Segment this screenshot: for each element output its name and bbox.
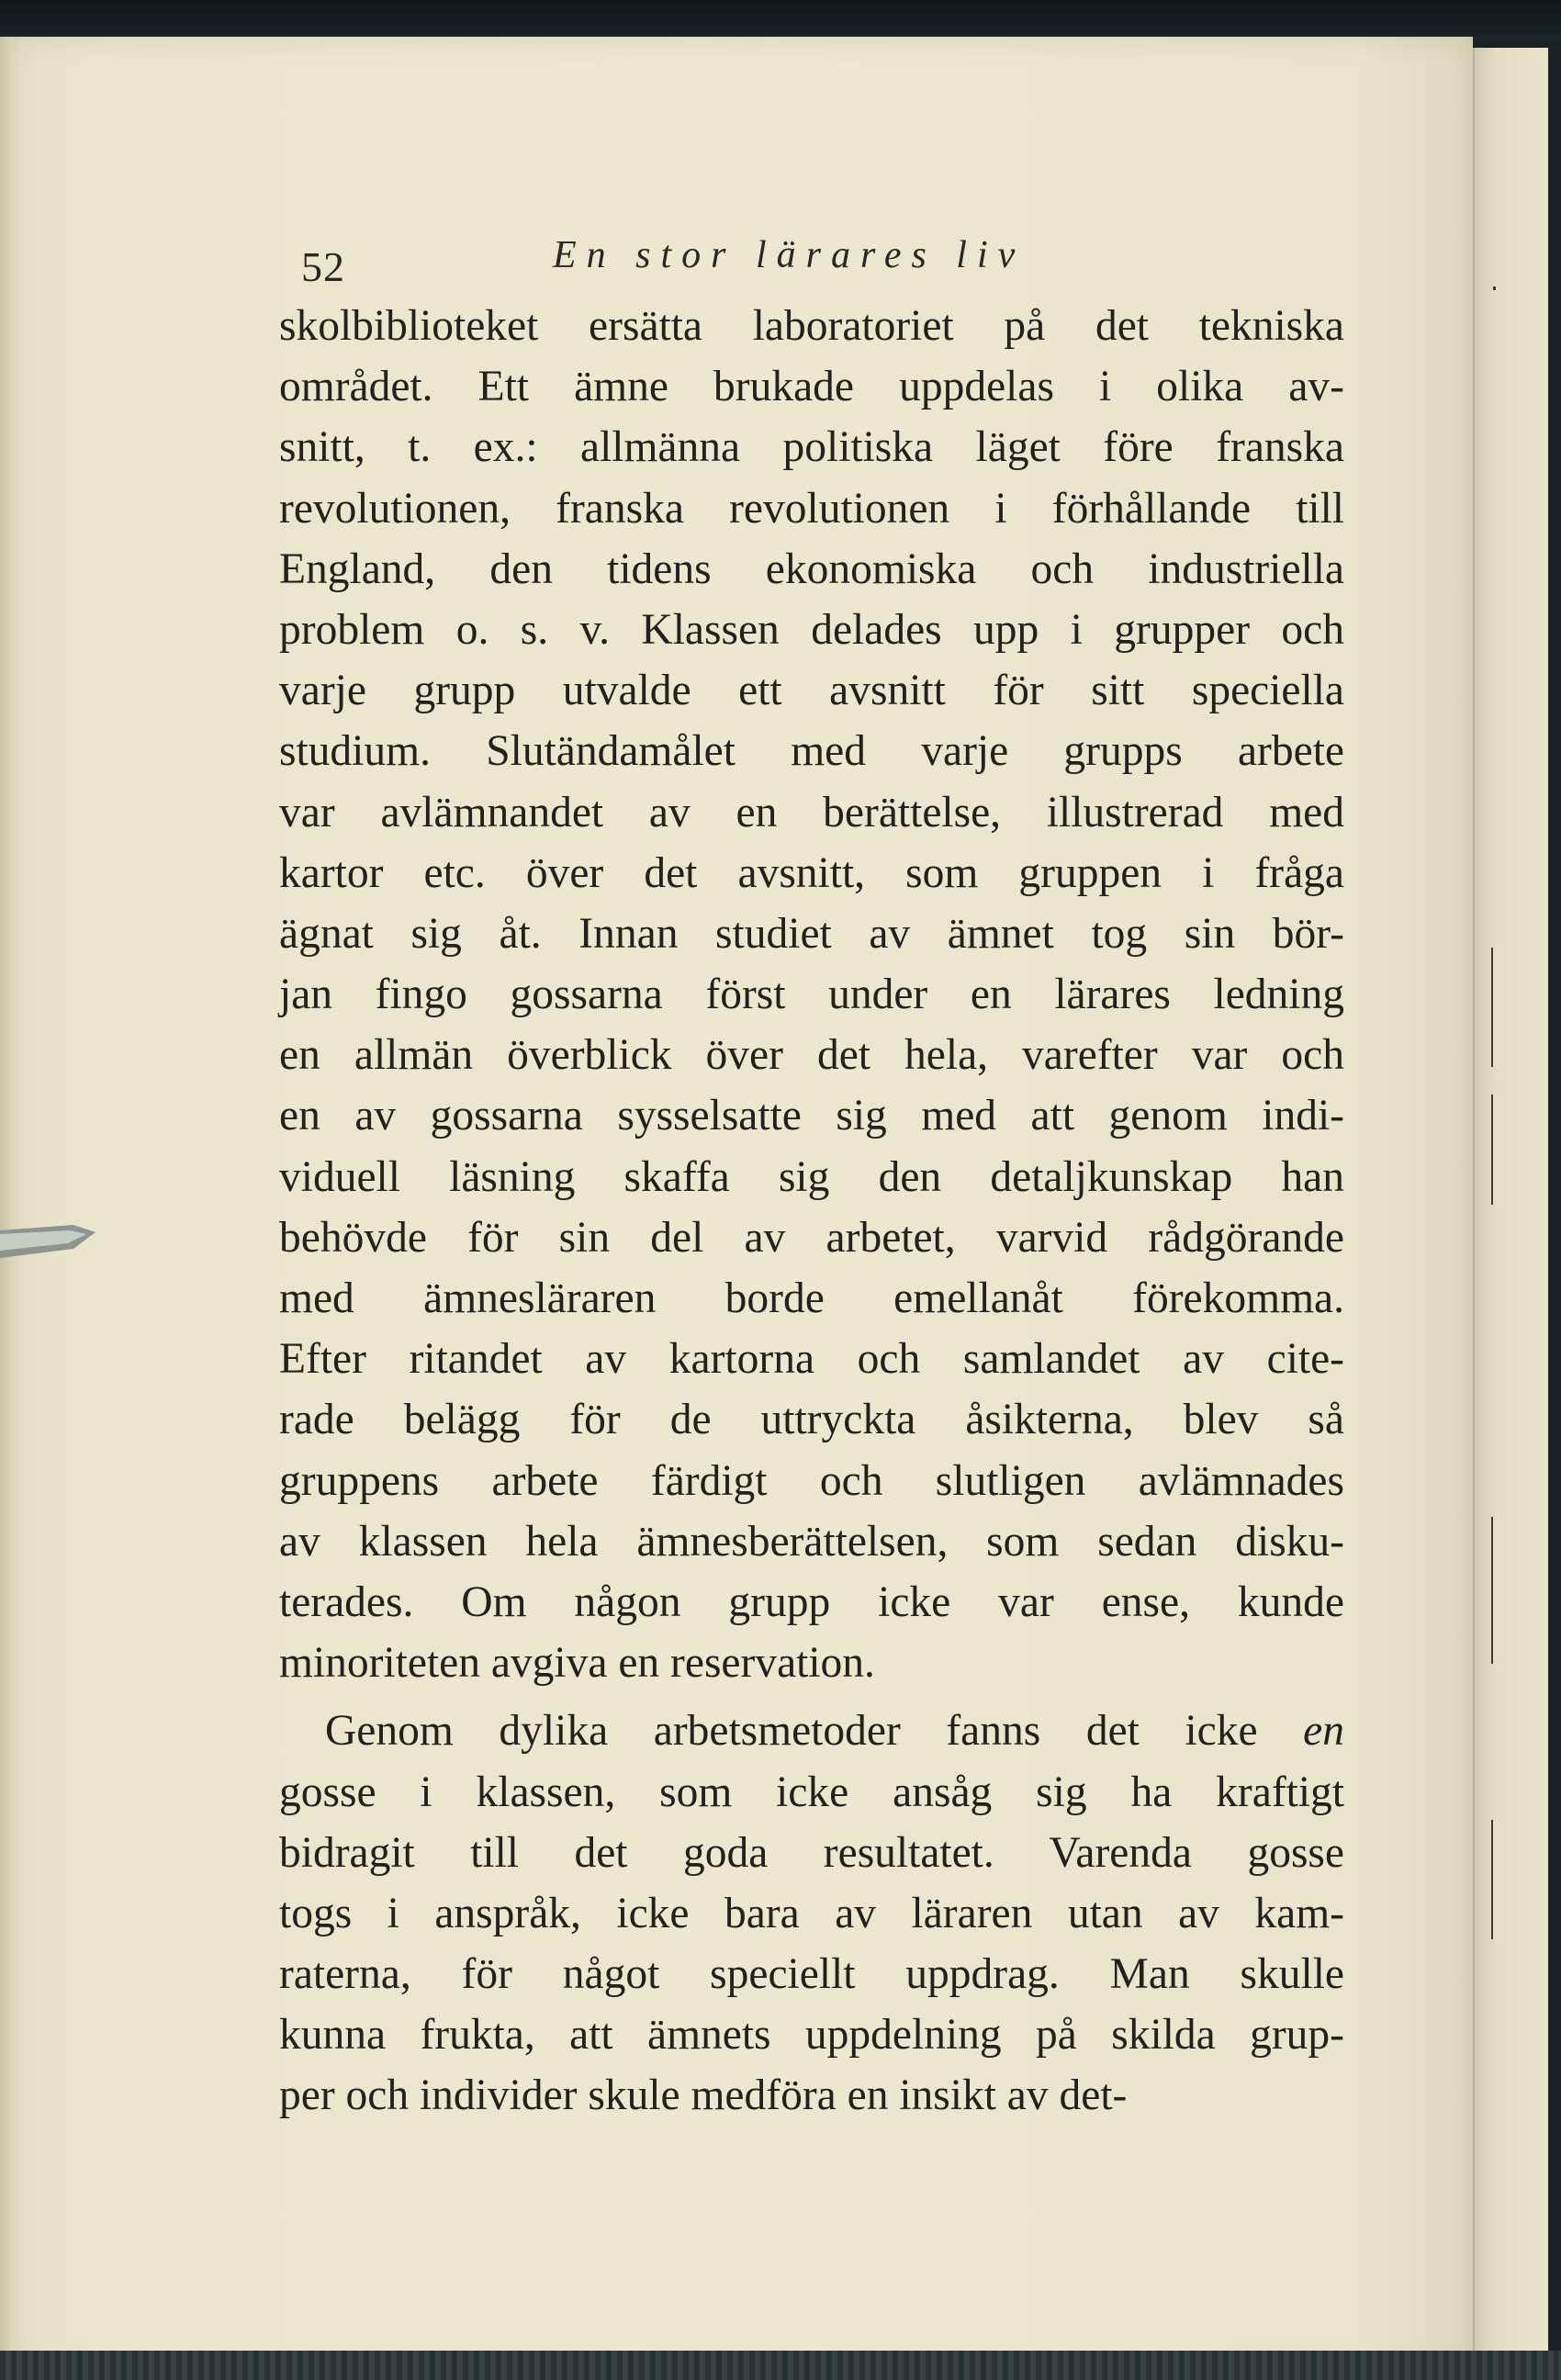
margin-line [1491,1517,1493,1664]
paragraph-1 [279,296,1344,1693]
text-line: minoriteten avgiva en reservation. [279,1639,875,1688]
text-line: terades. Om någon grupp icke var ense, kunde [279,1577,1344,1626]
text-line: skolbiblioteket ersätta laboratoriet på det tekniska [279,302,1344,350]
emphasized-word: en [1303,1707,1344,1756]
scan-top-edge [0,0,1561,40]
text-line: snitt, t. ex.: allmänna politiska läget före franska [279,423,1344,472]
page-body [279,296,1344,2127]
text-line: viduell läsning skaffa sig den detaljkunskap han [279,1152,1344,1201]
text-line: Efter ritandet av kartorna och samlandet av cite- [279,1335,1344,1384]
margin-line [1491,1820,1493,1939]
text-line: studium. Slutändamålet med varje grupps arbete [279,727,1344,776]
text-line: bidragit till det goda resultatet. Varenda gosse [279,1828,1344,1877]
text-line: området. Ett ämne brukade uppdelas i olika av- [279,363,1344,411]
page-clip [0,1221,101,1267]
text-line: en allmän överblick över det hela, varefter var och [279,1031,1344,1080]
running-title: En stor lärares liv [553,234,1026,276]
text-line: var avlämnandet av en berättelse, illustrerad med [279,788,1344,836]
margin-speck [1493,286,1496,290]
margin-line [1491,1095,1493,1205]
text-line: med ämnesläraren borde emellanåt förekomma. [279,1274,1344,1322]
next-page-edge [1473,48,1548,2369]
margin-line [1491,948,1493,1067]
text-line: kunna frukta, att ämnets uppdelning på skilda grup- [279,2011,1344,2060]
text-run: Genom dylika arbetsmetoder fanns det icke [325,1707,1258,1756]
paragraph-2 [279,1701,1344,2126]
text-line: gosse i klassen, som icke ansåg sig ha kraftigt [279,1768,1344,1816]
page-number: 52 [301,243,345,290]
text-line: togs i anspråk, icke bara av läraren utan av kam- [279,1889,1344,1937]
text-line: kartor etc. över det avsnitt, som gruppen i fråga [279,848,1344,897]
text-line: en av gossarna sysselsatte sig med att genom indi- [279,1092,1344,1140]
text-line: jan fingo gossarna först under en lärares ledning [279,971,1344,1019]
text-line: av klassen hela ämnesberättelsen, som sedan disku- [279,1517,1344,1566]
scan-bottom-edge [0,2351,1561,2380]
text-line: raterna, för något speciellt uppdrag. Man skulle [279,1950,1344,1999]
text-line: ägnat sig åt. Innan studiet av ämnet tog sin bör- [279,909,1344,958]
text-line: problem o. s. v. Klassen delades upp i grupper och [279,605,1344,654]
text-line: varje grupp utvalde ett avsnitt för sitt speciella [279,667,1344,715]
text-line: England, den tidens ekonomiska och industriella [279,544,1344,593]
text-line: per och individer skule medföra en insikt av det- [279,2071,1128,2120]
text-line: rade belägg för de uttryckta åsikterna, blev så [279,1396,1344,1444]
text-line: gruppens arbete färdigt och slutligen avlämnades [279,1456,1344,1505]
text-line [279,1701,1344,1761]
text-line: revolutionen, franska revolutionen i förhållande till [279,484,1344,533]
text-line: behövde för sin del av arbetet, varvid rådgörande [279,1213,1344,1262]
book-page [11,37,1473,2369]
